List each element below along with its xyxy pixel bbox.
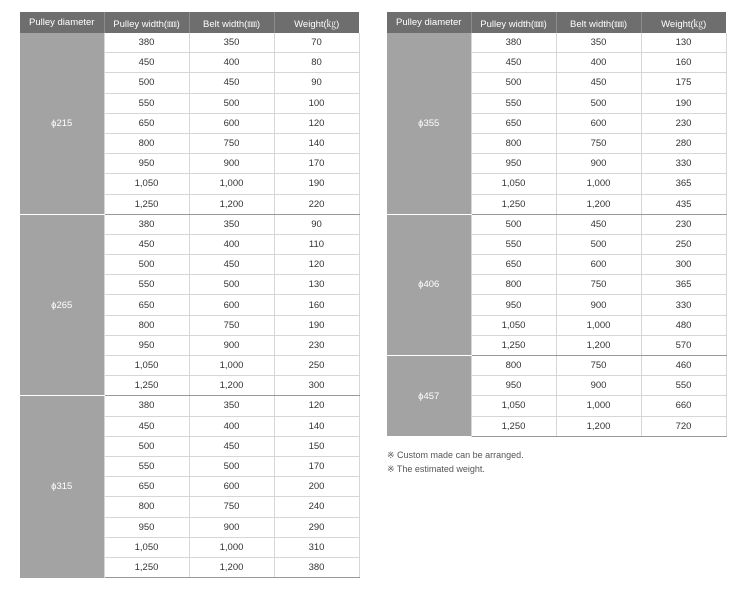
weight-cell: 120 <box>274 255 359 275</box>
belt-width-cell: 500 <box>189 275 274 295</box>
weight-cell: 140 <box>274 133 359 153</box>
belt-width-cell: 350 <box>189 396 274 416</box>
belt-width-cell: 900 <box>556 376 641 396</box>
pulley-width-cell: 950 <box>104 335 189 355</box>
belt-width-cell: 1,200 <box>556 416 641 436</box>
pulley-width-cell: 450 <box>104 416 189 436</box>
belt-width-cell: 450 <box>189 436 274 456</box>
pulley-width-cell: 650 <box>104 295 189 315</box>
pulley-width-cell: 500 <box>471 214 556 234</box>
belt-width-cell: 450 <box>556 214 641 234</box>
pulley-width-cell: 1,050 <box>471 315 556 335</box>
belt-width-cell: 1,200 <box>556 194 641 214</box>
belt-width-cell: 500 <box>189 93 274 113</box>
header-pulley-width: Pulley width(㎜) <box>104 12 189 33</box>
weight-cell: 230 <box>641 214 726 234</box>
pulley-width-cell: 650 <box>104 477 189 497</box>
belt-width-cell: 400 <box>556 53 641 73</box>
belt-width-cell: 500 <box>189 456 274 476</box>
pulley-diameter-cell: ϕ406 <box>387 214 471 355</box>
weight-cell: 230 <box>641 113 726 133</box>
belt-width-cell: 600 <box>189 477 274 497</box>
belt-width-cell: 900 <box>189 517 274 537</box>
weight-cell: 140 <box>274 416 359 436</box>
belt-width-cell: 600 <box>189 113 274 133</box>
weight-cell: 280 <box>641 133 726 153</box>
weight-cell: 120 <box>274 396 359 416</box>
pulley-width-cell: 550 <box>471 93 556 113</box>
pulley-width-cell: 550 <box>471 234 556 254</box>
pulley-width-cell: 800 <box>471 356 556 376</box>
header-pulley-diameter: Pulley diameter <box>20 12 104 33</box>
belt-width-cell: 750 <box>556 356 641 376</box>
weight-cell: 130 <box>274 275 359 295</box>
belt-width-cell: 350 <box>556 33 641 53</box>
weight-cell: 160 <box>274 295 359 315</box>
pulley-width-cell: 1,250 <box>471 194 556 214</box>
weight-cell: 365 <box>641 174 726 194</box>
header-belt-width: Belt width(㎜) <box>189 12 274 33</box>
weight-cell: 175 <box>641 73 726 93</box>
belt-width-cell: 450 <box>189 73 274 93</box>
pulley-diameter-cell: ϕ215 <box>20 33 104 214</box>
pulley-width-cell: 380 <box>104 396 189 416</box>
weight-cell: 720 <box>641 416 726 436</box>
belt-width-cell: 400 <box>189 234 274 254</box>
weight-cell: 70 <box>274 33 359 53</box>
table-row <box>387 356 726 376</box>
weight-cell: 365 <box>641 275 726 295</box>
weight-cell: 250 <box>641 234 726 254</box>
weight-cell: 330 <box>641 154 726 174</box>
belt-width-cell: 900 <box>556 295 641 315</box>
weight-cell: 660 <box>641 396 726 416</box>
header-weight: Weight(㎏) <box>641 12 726 33</box>
belt-width-cell: 750 <box>189 133 274 153</box>
pulley-width-cell: 800 <box>471 275 556 295</box>
weight-cell: 190 <box>274 174 359 194</box>
table-row <box>387 214 726 234</box>
notes <box>387 448 524 476</box>
weight-cell: 550 <box>641 376 726 396</box>
belt-width-cell: 750 <box>189 497 274 517</box>
header-weight: Weight(㎏) <box>274 12 359 33</box>
weight-cell: 220 <box>274 194 359 214</box>
table-row <box>20 396 359 416</box>
belt-width-cell: 900 <box>189 154 274 174</box>
belt-width-cell: 350 <box>189 33 274 53</box>
pulley-width-cell: 1,250 <box>471 335 556 355</box>
weight-cell: 90 <box>274 214 359 234</box>
belt-width-cell: 750 <box>556 275 641 295</box>
belt-width-cell: 900 <box>556 154 641 174</box>
belt-width-cell: 450 <box>556 73 641 93</box>
pulley-width-cell: 450 <box>104 234 189 254</box>
weight-cell: 300 <box>641 255 726 275</box>
pulley-width-cell: 650 <box>471 255 556 275</box>
pulley-diameter-cell: ϕ457 <box>387 356 471 437</box>
pulley-width-cell: 950 <box>471 295 556 315</box>
pulley-width-cell: 650 <box>471 113 556 133</box>
pulley-width-cell: 550 <box>104 456 189 476</box>
pulley-width-cell: 950 <box>471 154 556 174</box>
weight-cell: 250 <box>274 356 359 376</box>
pulley-width-cell: 950 <box>104 154 189 174</box>
weight-cell: 200 <box>274 477 359 497</box>
pulley-width-cell: 1,250 <box>471 416 556 436</box>
belt-width-cell: 600 <box>556 113 641 133</box>
weight-cell: 290 <box>274 517 359 537</box>
pulley-width-cell: 1,050 <box>104 174 189 194</box>
belt-width-cell: 1,200 <box>189 376 274 396</box>
pulley-width-cell: 500 <box>104 436 189 456</box>
belt-width-cell: 1,000 <box>189 537 274 557</box>
pulley-width-cell: 1,050 <box>104 537 189 557</box>
weight-cell: 190 <box>274 315 359 335</box>
weight-cell: 330 <box>641 295 726 315</box>
weight-cell: 300 <box>274 376 359 396</box>
header-belt-width: Belt width(㎜) <box>556 12 641 33</box>
weight-cell: 190 <box>641 93 726 113</box>
belt-width-cell: 1,000 <box>556 174 641 194</box>
pulley-width-cell: 500 <box>104 255 189 275</box>
belt-width-cell: 1,000 <box>556 396 641 416</box>
pulley-width-cell: 800 <box>471 133 556 153</box>
pulley-width-cell: 1,250 <box>104 194 189 214</box>
weight-cell: 480 <box>641 315 726 335</box>
belt-width-cell: 1,000 <box>556 315 641 335</box>
note-estimated-weight: ※ The estimated weight. <box>387 464 485 474</box>
weight-cell: 130 <box>641 33 726 53</box>
belt-width-cell: 350 <box>189 214 274 234</box>
pulley-width-cell: 550 <box>104 93 189 113</box>
belt-width-cell: 1,000 <box>189 356 274 376</box>
belt-width-cell: 750 <box>556 133 641 153</box>
weight-cell: 90 <box>274 73 359 93</box>
weight-cell: 170 <box>274 154 359 174</box>
header-pulley-diameter: Pulley diameter <box>387 12 471 33</box>
table-row <box>20 33 359 53</box>
pulley-width-cell: 1,050 <box>471 174 556 194</box>
belt-width-cell: 1,000 <box>189 174 274 194</box>
belt-width-cell: 600 <box>556 255 641 275</box>
weight-cell: 310 <box>274 537 359 557</box>
pulley-width-cell: 500 <box>471 73 556 93</box>
table-row <box>387 33 726 53</box>
weight-cell: 230 <box>274 335 359 355</box>
pulley-width-cell: 380 <box>471 33 556 53</box>
weight-cell: 80 <box>274 53 359 73</box>
belt-width-cell: 1,200 <box>189 557 274 577</box>
pulley-width-cell: 800 <box>104 133 189 153</box>
weight-cell: 380 <box>274 557 359 577</box>
spec-table-left <box>20 12 360 578</box>
weight-cell: 460 <box>641 356 726 376</box>
note-custom-made: ※ Custom made can be arranged. <box>387 450 524 460</box>
table-row <box>20 214 359 234</box>
belt-width-cell: 450 <box>189 255 274 275</box>
pulley-diameter-cell: ϕ265 <box>20 214 104 396</box>
belt-width-cell: 750 <box>189 315 274 335</box>
belt-width-cell: 500 <box>556 234 641 254</box>
table-header-row <box>20 12 359 33</box>
header-pulley-width: Pulley width(㎜) <box>471 12 556 33</box>
pulley-width-cell: 800 <box>104 497 189 517</box>
pulley-diameter-cell: ϕ315 <box>20 396 104 578</box>
pulley-width-cell: 500 <box>104 73 189 93</box>
pulley-width-cell: 1,050 <box>471 396 556 416</box>
pulley-diameter-cell: ϕ355 <box>387 33 471 214</box>
pulley-width-cell: 450 <box>104 53 189 73</box>
pulley-width-cell: 380 <box>104 214 189 234</box>
spec-table-right <box>387 12 727 437</box>
pulley-width-cell: 1,250 <box>104 376 189 396</box>
weight-cell: 110 <box>274 234 359 254</box>
belt-width-cell: 1,200 <box>189 194 274 214</box>
belt-width-cell: 1,200 <box>556 335 641 355</box>
pulley-width-cell: 1,050 <box>104 356 189 376</box>
weight-cell: 170 <box>274 456 359 476</box>
pulley-width-cell: 950 <box>471 376 556 396</box>
weight-cell: 160 <box>641 53 726 73</box>
pulley-width-cell: 550 <box>104 275 189 295</box>
weight-cell: 570 <box>641 335 726 355</box>
belt-width-cell: 900 <box>189 335 274 355</box>
weight-cell: 435 <box>641 194 726 214</box>
pulley-width-cell: 650 <box>104 113 189 133</box>
pulley-width-cell: 450 <box>471 53 556 73</box>
belt-width-cell: 600 <box>189 295 274 315</box>
belt-width-cell: 400 <box>189 53 274 73</box>
pulley-width-cell: 380 <box>104 33 189 53</box>
table-header-row <box>387 12 726 33</box>
pulley-width-cell: 800 <box>104 315 189 335</box>
belt-width-cell: 500 <box>556 93 641 113</box>
weight-cell: 150 <box>274 436 359 456</box>
weight-cell: 240 <box>274 497 359 517</box>
weight-cell: 120 <box>274 113 359 133</box>
pulley-width-cell: 950 <box>104 517 189 537</box>
belt-width-cell: 400 <box>189 416 274 436</box>
weight-cell: 100 <box>274 93 359 113</box>
pulley-width-cell: 1,250 <box>104 557 189 577</box>
